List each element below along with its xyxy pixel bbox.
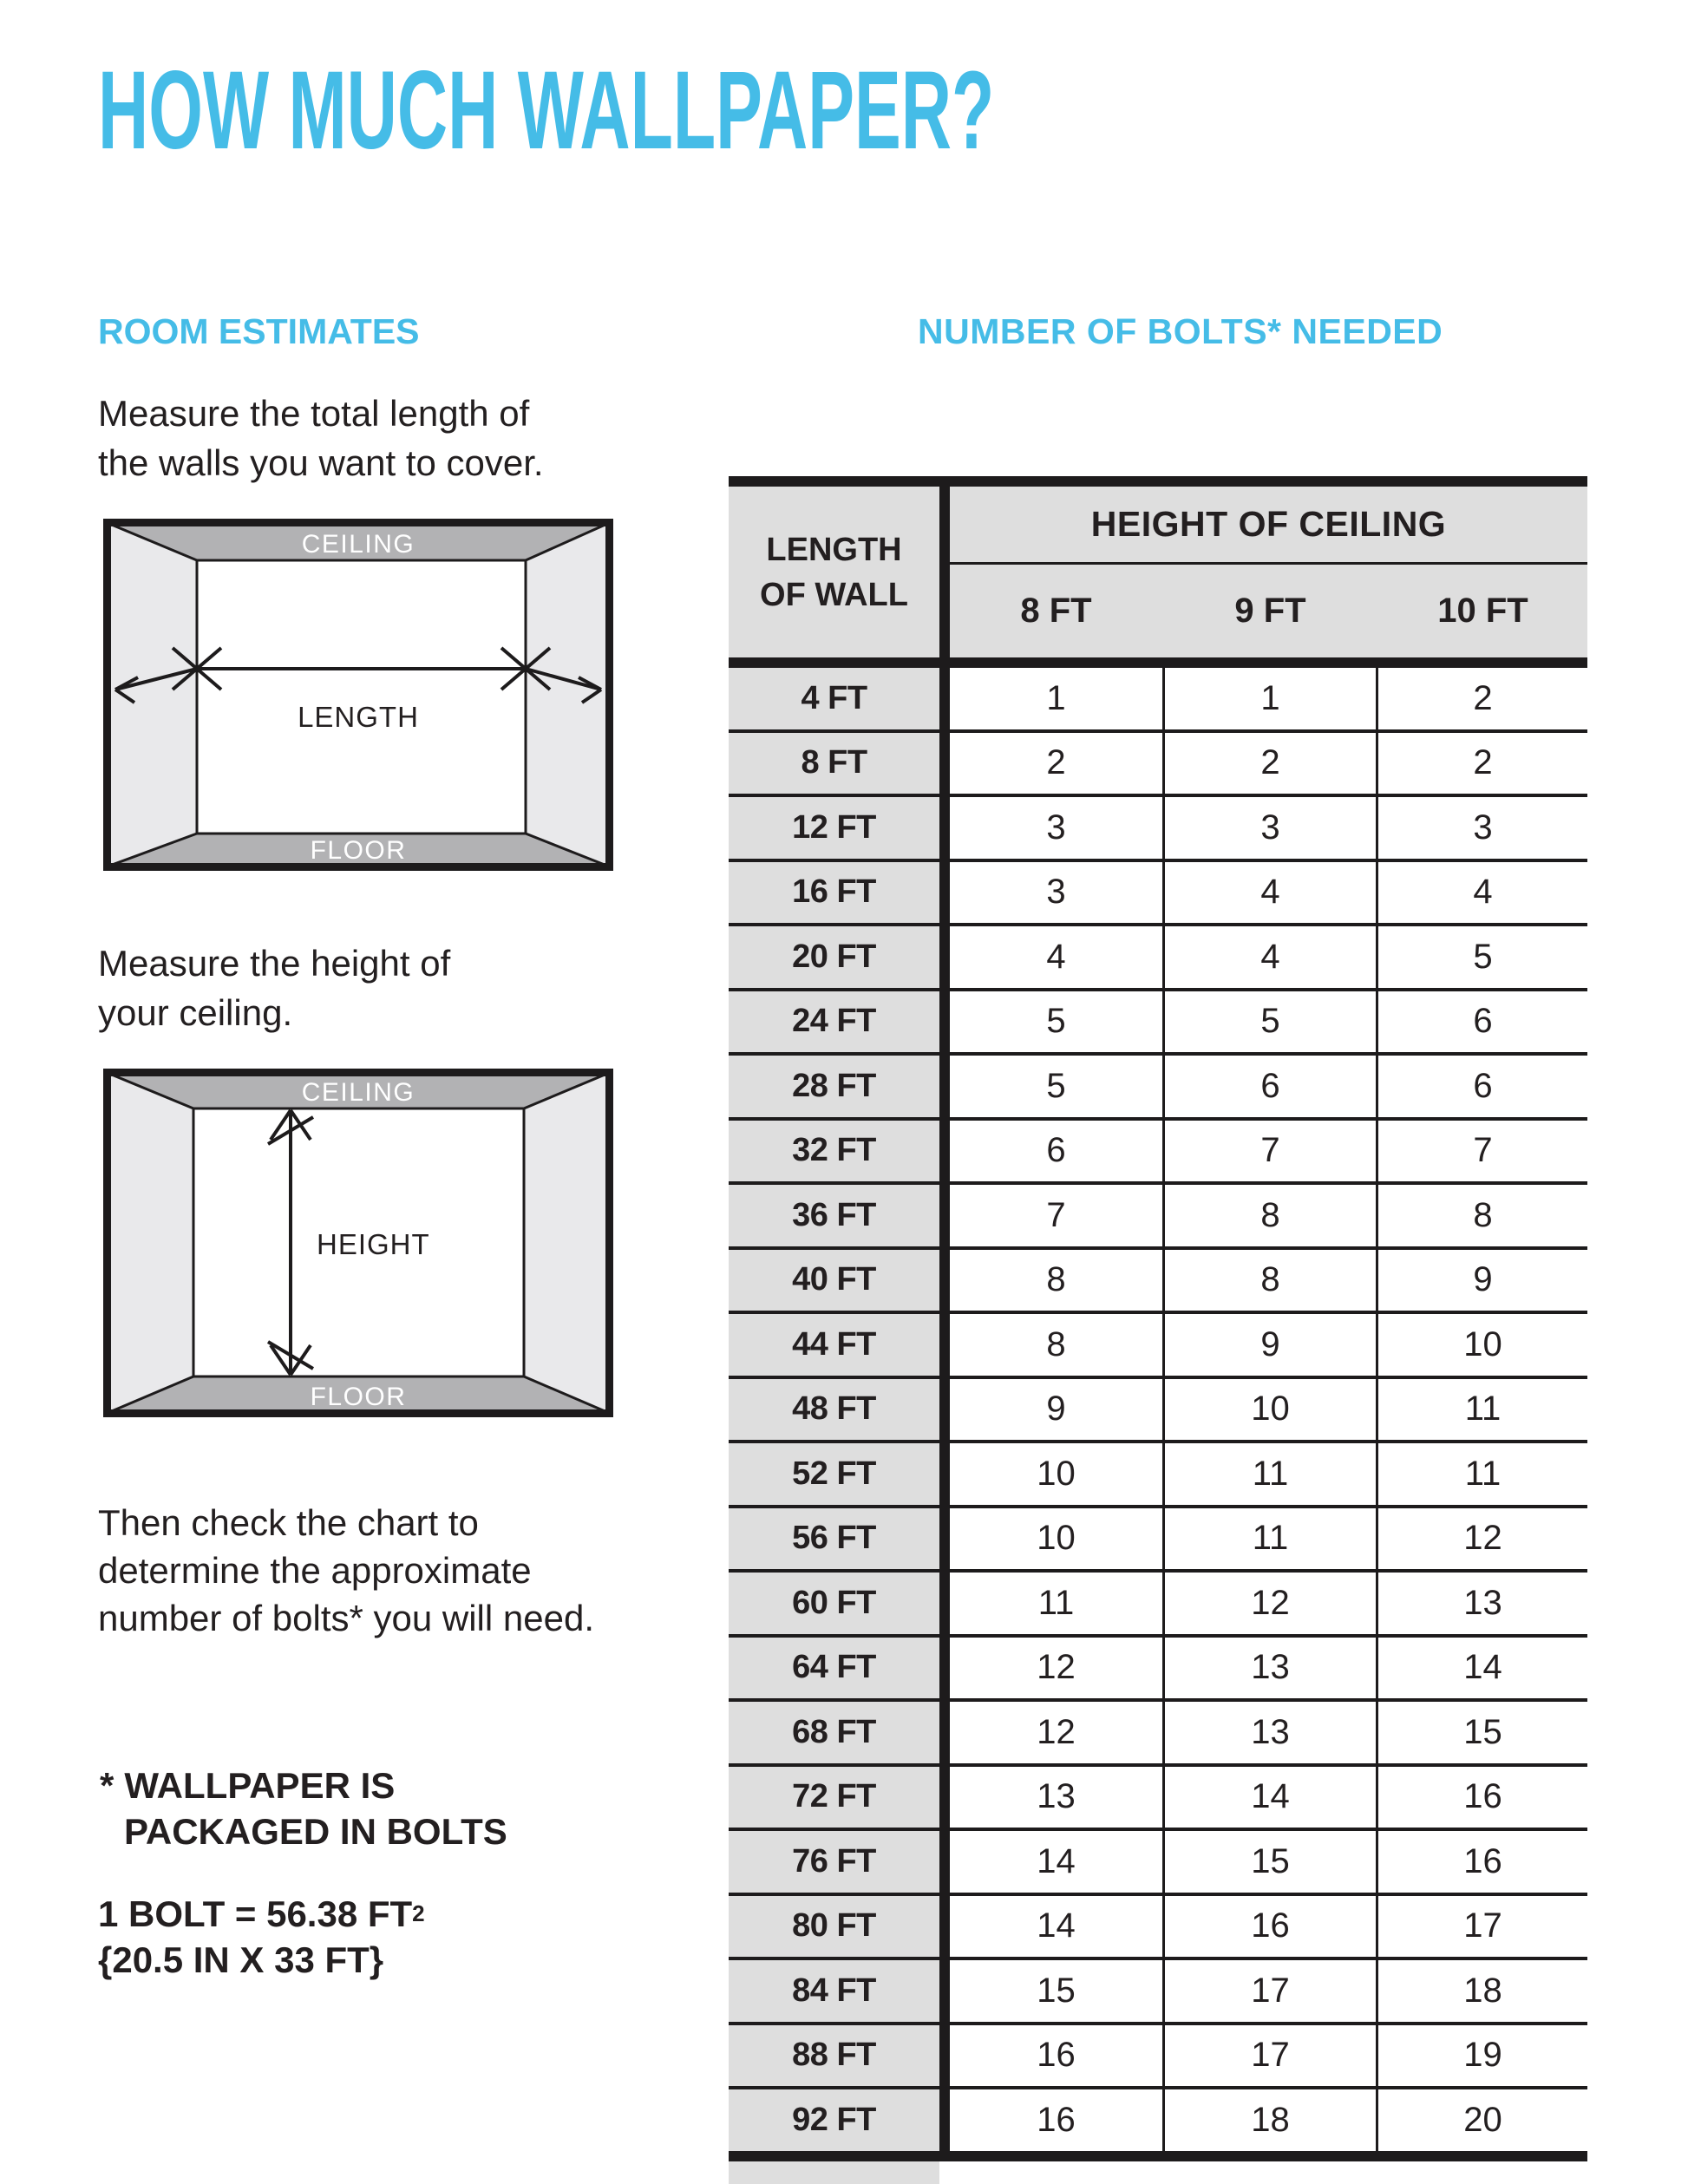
value-10ft: 20 bbox=[1463, 2100, 1502, 2139]
row-length-label: 72 FT bbox=[729, 1767, 939, 1828]
height-of-ceiling-header: HEIGHT OF CEILING bbox=[1090, 504, 1447, 544]
row-length-label: 52 FT bbox=[729, 1443, 939, 1505]
table-row bbox=[729, 1314, 1587, 1379]
value-9ft: 13 bbox=[1251, 1648, 1290, 1687]
check-chart-line2: determine the approximate bbox=[98, 1550, 532, 1591]
row-length-label: 28 FT bbox=[729, 1056, 939, 1117]
row-thick-divider bbox=[939, 1831, 950, 1893]
row-thick-divider bbox=[939, 797, 950, 859]
row-length-label: 84 FT bbox=[729, 1960, 939, 2022]
row-thick-divider bbox=[939, 1379, 950, 1441]
value-8ft: 4 bbox=[1046, 937, 1066, 976]
measure-length-paragraph bbox=[98, 389, 544, 487]
left-wall-plane bbox=[108, 1073, 193, 1413]
table-row bbox=[729, 1767, 1587, 1832]
value-10ft: 16 bbox=[1463, 1841, 1502, 1880]
value-9ft: 13 bbox=[1251, 1712, 1290, 1751]
value-10ft: 9 bbox=[1473, 1260, 1493, 1299]
value-9ft: 2 bbox=[1260, 743, 1280, 782]
height-label: HEIGHT bbox=[317, 1228, 430, 1260]
value-8ft: 14 bbox=[1037, 1841, 1076, 1880]
value-9ft: 18 bbox=[1251, 2100, 1290, 2139]
table-row bbox=[729, 1250, 1587, 1315]
value-10ft: 5 bbox=[1473, 937, 1493, 976]
row-length-label: 80 FT bbox=[729, 1896, 939, 1958]
value-10ft: 3 bbox=[1473, 808, 1493, 847]
row-length-label: 16 FT bbox=[729, 862, 939, 924]
value-10ft: 19 bbox=[1463, 2036, 1502, 2075]
row-thick-divider bbox=[939, 1702, 950, 1763]
table-row bbox=[729, 2025, 1587, 2090]
value-9ft: 9 bbox=[1260, 1324, 1280, 1363]
subheader-10ft: 10 FT bbox=[1437, 592, 1528, 630]
value-8ft: 16 bbox=[1037, 2036, 1076, 2075]
value-10ft: 4 bbox=[1473, 873, 1493, 912]
value-10ft: 7 bbox=[1473, 1131, 1493, 1170]
table-row bbox=[729, 1638, 1587, 1703]
table-row bbox=[729, 1702, 1587, 1767]
value-9ft: 17 bbox=[1251, 2036, 1290, 2075]
bolts-needed-heading: NUMBER OF BOLTS* NEEDED bbox=[918, 311, 1443, 351]
length-label: LENGTH bbox=[298, 701, 419, 733]
row-thick-divider bbox=[939, 1767, 950, 1828]
value-8ft: 1 bbox=[1046, 678, 1066, 717]
row-length-label: 44 FT bbox=[729, 1314, 939, 1376]
table-row bbox=[729, 1056, 1587, 1121]
row-length-label: 68 FT bbox=[729, 1702, 939, 1763]
table-thick-divider bbox=[939, 487, 950, 657]
row-length-label: 36 FT bbox=[729, 1185, 939, 1246]
value-8ft: 5 bbox=[1046, 1066, 1066, 1105]
measure-length-line1: Measure the total length of bbox=[98, 393, 530, 434]
value-8ft: 12 bbox=[1037, 1648, 1076, 1687]
table-row bbox=[729, 1121, 1587, 1186]
footnote-line1: WALLPAPER IS bbox=[124, 1765, 396, 1806]
value-9ft: 15 bbox=[1251, 1841, 1290, 1880]
value-9ft: 8 bbox=[1260, 1195, 1280, 1234]
row-length-label: 76 FT bbox=[729, 1831, 939, 1893]
bolt-equation bbox=[98, 1891, 425, 1937]
value-8ft: 13 bbox=[1037, 1777, 1076, 1816]
bolts-table bbox=[729, 476, 1587, 2184]
value-9ft: 3 bbox=[1260, 808, 1280, 847]
wallpaper-bolts-footnote bbox=[100, 1762, 507, 1854]
value-9ft: 17 bbox=[1251, 1971, 1290, 2010]
value-9ft: 5 bbox=[1260, 1002, 1280, 1041]
row-thick-divider bbox=[939, 926, 950, 988]
value-8ft: 7 bbox=[1046, 1195, 1066, 1234]
table-header bbox=[729, 487, 1587, 657]
table-row bbox=[729, 797, 1587, 862]
table-row bbox=[729, 1831, 1587, 1896]
value-10ft: 2 bbox=[1473, 743, 1493, 782]
value-8ft: 12 bbox=[1037, 1712, 1076, 1751]
check-chart-line1: Then check the chart to bbox=[98, 1502, 479, 1543]
table-row bbox=[729, 862, 1587, 927]
value-8ft: 14 bbox=[1037, 1906, 1076, 1945]
room-height-diagram bbox=[100, 1067, 617, 1419]
row-thick-divider bbox=[939, 1896, 950, 1958]
check-chart-paragraph bbox=[98, 1499, 594, 1642]
value-8ft: 8 bbox=[1046, 1260, 1066, 1299]
value-10ft: 8 bbox=[1473, 1195, 1493, 1234]
row-thick-divider bbox=[939, 1250, 950, 1311]
subheader-8ft: 8 FT bbox=[1020, 592, 1092, 630]
value-9ft: 12 bbox=[1251, 1583, 1290, 1622]
table-row bbox=[729, 733, 1587, 798]
length-of-wall-line1: LENGTH bbox=[766, 531, 902, 568]
row-thick-divider bbox=[939, 1573, 950, 1634]
row-thick-divider bbox=[939, 733, 950, 794]
row-length-label: 40 FT bbox=[729, 1250, 939, 1311]
back-wall bbox=[197, 560, 526, 834]
value-9ft: 4 bbox=[1260, 873, 1280, 912]
measure-height-line2: your ceiling. bbox=[98, 992, 293, 1033]
length-of-wall-header bbox=[729, 487, 939, 657]
row-length-label: 20 FT bbox=[729, 926, 939, 988]
bolt-size-info bbox=[98, 1891, 425, 1983]
measure-height-line1: Measure the height of bbox=[98, 943, 451, 984]
value-8ft: 11 bbox=[1037, 1583, 1075, 1622]
table-row bbox=[729, 668, 1587, 733]
table-row bbox=[729, 1443, 1587, 1508]
table-row bbox=[729, 1185, 1587, 1250]
row-length-label: 32 FT bbox=[729, 1121, 939, 1182]
bolt-sup: 2 bbox=[412, 1900, 425, 1926]
table-gray-stub bbox=[729, 2161, 939, 2184]
value-10ft: 18 bbox=[1463, 1971, 1502, 2010]
value-10ft: 11 bbox=[1464, 1390, 1502, 1429]
row-length-label: 60 FT bbox=[729, 1573, 939, 1634]
table-row bbox=[729, 1379, 1587, 1444]
value-10ft: 13 bbox=[1463, 1583, 1502, 1622]
row-thick-divider bbox=[939, 2089, 950, 2151]
row-length-label: 48 FT bbox=[729, 1379, 939, 1441]
value-10ft: 15 bbox=[1463, 1712, 1502, 1751]
row-length-label: 56 FT bbox=[729, 1508, 939, 1570]
table-row bbox=[729, 1573, 1587, 1638]
check-chart-line3: number of bolts* you will need. bbox=[98, 1598, 594, 1638]
row-thick-divider bbox=[939, 1638, 950, 1699]
row-length-label: 64 FT bbox=[729, 1638, 939, 1699]
value-10ft: 17 bbox=[1463, 1906, 1502, 1945]
value-8ft: 15 bbox=[1037, 1971, 1076, 2010]
row-thick-divider bbox=[939, 1185, 950, 1246]
value-9ft: 1 bbox=[1260, 678, 1280, 717]
row-thick-divider bbox=[939, 1960, 950, 2022]
row-length-label: 4 FT bbox=[729, 668, 939, 729]
footnote-line2: PACKAGED IN BOLTS bbox=[124, 1811, 507, 1852]
bolt-dimensions: {20.5 IN X 33 FT} bbox=[98, 1939, 384, 1980]
table-bottom-border bbox=[729, 2151, 1587, 2161]
value-10ft: 6 bbox=[1473, 1066, 1493, 1105]
row-length-label: 92 FT bbox=[729, 2089, 939, 2151]
value-8ft: 3 bbox=[1046, 808, 1066, 847]
row-length-label: 12 FT bbox=[729, 797, 939, 859]
value-9ft: 4 bbox=[1260, 937, 1280, 976]
value-10ft: 10 bbox=[1463, 1324, 1502, 1363]
value-9ft: 11 bbox=[1252, 1454, 1289, 1493]
table-row bbox=[729, 926, 1587, 991]
value-10ft: 6 bbox=[1473, 1002, 1493, 1041]
row-thick-divider bbox=[939, 991, 950, 1053]
table-row bbox=[729, 1896, 1587, 1961]
ceiling-label: CEILING bbox=[301, 1078, 415, 1107]
row-thick-divider bbox=[939, 1314, 950, 1376]
value-8ft: 3 bbox=[1046, 873, 1066, 912]
row-thick-divider bbox=[939, 862, 950, 924]
row-thick-divider bbox=[939, 1508, 950, 1570]
value-8ft: 6 bbox=[1046, 1131, 1066, 1170]
value-10ft: 2 bbox=[1473, 678, 1493, 717]
row-thick-divider bbox=[939, 668, 950, 729]
table-row bbox=[729, 991, 1587, 1056]
row-thick-divider bbox=[939, 1056, 950, 1117]
value-8ft: 9 bbox=[1046, 1390, 1066, 1429]
row-length-label: 24 FT bbox=[729, 991, 939, 1053]
value-9ft: 16 bbox=[1251, 1906, 1290, 1945]
length-of-wall-line2: OF WALL bbox=[760, 576, 908, 613]
floor-label: FLOOR bbox=[310, 1383, 407, 1411]
ceiling-subheaders bbox=[950, 565, 1587, 657]
value-8ft: 10 bbox=[1037, 1519, 1076, 1558]
right-wall-plane bbox=[524, 1073, 609, 1413]
value-10ft: 11 bbox=[1464, 1454, 1502, 1493]
value-9ft: 8 bbox=[1260, 1260, 1280, 1299]
row-length-label: 8 FT bbox=[729, 733, 939, 794]
table-top-border bbox=[729, 476, 1587, 487]
room-length-diagram bbox=[100, 517, 617, 873]
value-10ft: 12 bbox=[1463, 1519, 1502, 1558]
table-row bbox=[729, 2089, 1587, 2151]
floor-label: FLOOR bbox=[310, 836, 407, 865]
value-10ft: 16 bbox=[1463, 1777, 1502, 1816]
row-length-label: 88 FT bbox=[729, 2025, 939, 2087]
room-estimates-heading: ROOM ESTIMATES bbox=[98, 311, 420, 351]
bolt-equation-text: 1 BOLT = 56.38 FT bbox=[98, 1893, 413, 1934]
value-9ft: 10 bbox=[1251, 1390, 1290, 1429]
value-8ft: 8 bbox=[1046, 1324, 1066, 1363]
value-9ft: 7 bbox=[1260, 1131, 1280, 1170]
value-9ft: 14 bbox=[1251, 1777, 1290, 1816]
ceiling-label: CEILING bbox=[301, 530, 415, 559]
row-thick-divider bbox=[939, 2025, 950, 2087]
row-thick-divider bbox=[939, 1443, 950, 1505]
value-8ft: 2 bbox=[1046, 743, 1066, 782]
value-8ft: 5 bbox=[1046, 1002, 1066, 1041]
value-9ft: 6 bbox=[1260, 1066, 1280, 1105]
page-title: HOW MUCH WALLPAPER? bbox=[98, 49, 995, 173]
value-8ft: 16 bbox=[1037, 2100, 1076, 2139]
table-row bbox=[729, 1508, 1587, 1573]
measure-length-line2: the walls you want to cover. bbox=[98, 442, 544, 483]
table-header-border bbox=[729, 657, 1587, 668]
footnote-asterisk: * bbox=[100, 1765, 114, 1806]
value-8ft: 10 bbox=[1037, 1454, 1076, 1493]
height-of-ceiling-group bbox=[950, 487, 1587, 657]
table-body bbox=[729, 668, 1587, 2151]
value-10ft: 14 bbox=[1463, 1648, 1502, 1687]
subheader-9ft: 9 FT bbox=[1234, 592, 1306, 630]
table-row bbox=[729, 1960, 1587, 2025]
row-thick-divider bbox=[939, 1121, 950, 1182]
value-9ft: 11 bbox=[1252, 1519, 1289, 1558]
measure-height-paragraph bbox=[98, 938, 450, 1037]
